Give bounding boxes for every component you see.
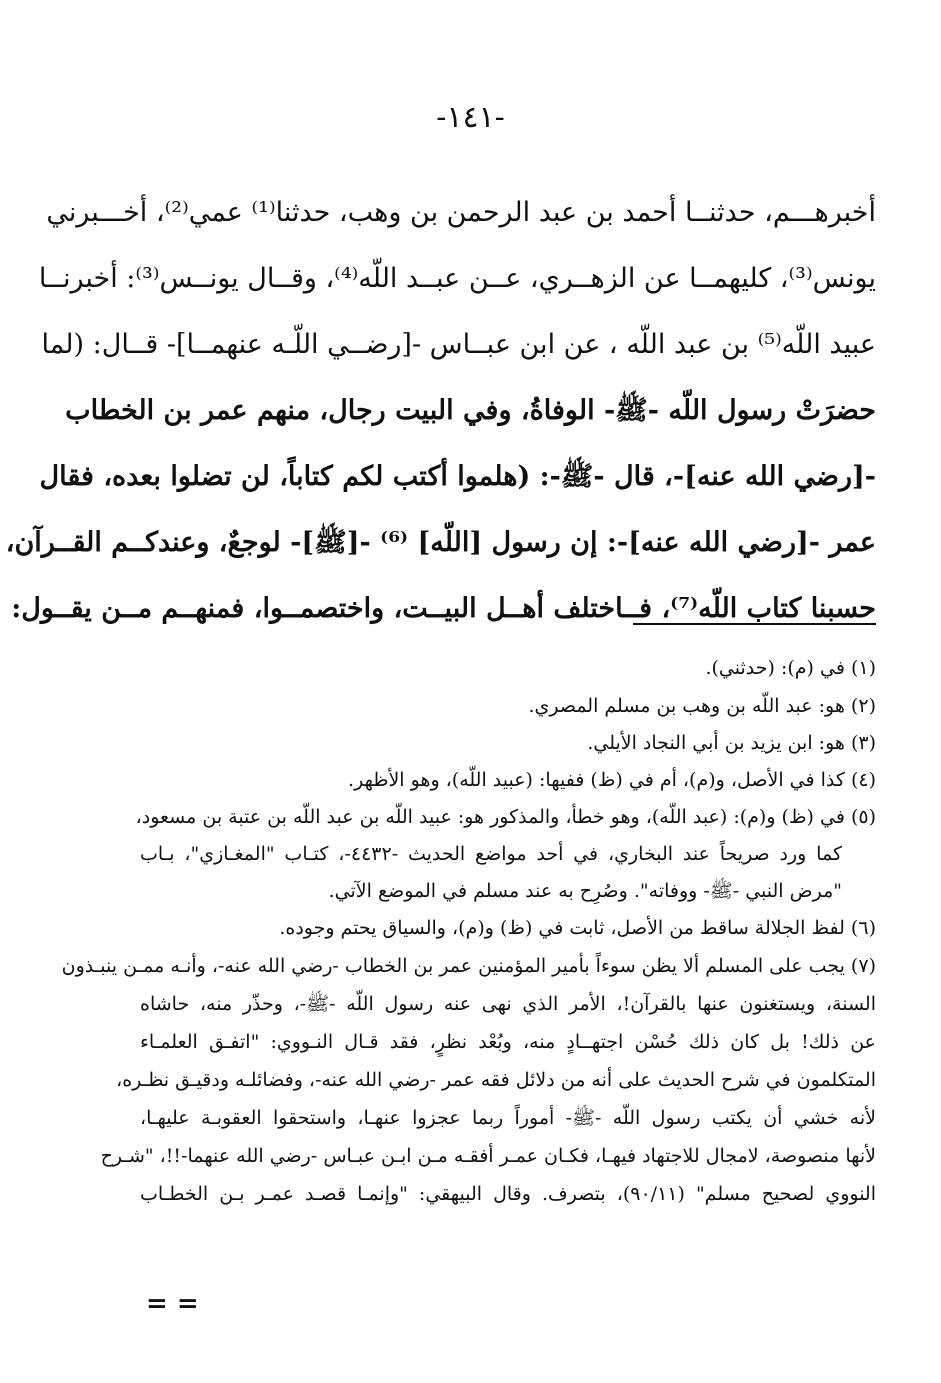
footnote-line: لأنها منصوصة، لامجال للاجتهاد فيهـا، فكـان عمـر أفقـه مـن ابـن عبـاس -رضي الله عنهما-!!، "شـرح: [100, 1145, 876, 1167]
footnote-line: (١) في (م): (حدثني).: [705, 657, 876, 679]
footnote-line: السنة، ويستغنون عنها بالقرآن!، الأمر الذي نهى عنه رسول اللّه -ﷺ-، وحذّر منه، حاشاه: [140, 993, 876, 1015]
footnote-line: (٤) كذا في الأصل، و(م)، أم في (ظ) ففيها: (عبيد اللّه)، وهو الأظهر.: [348, 769, 876, 791]
footnote-2: [140, 688, 876, 725]
main-line: حسبنا كتاب اللّه⁽⁷⁾، فــاختلف أهــل البيــت، واختصمــوا، فمنهــم مــن يقــول:: [11, 593, 876, 624]
footnote-line: (٣) هو: ابن يزيد بن أبي النجاد الأيلي.: [587, 732, 876, 754]
footnote-line: "مرض النبي -ﷺ- ووفاته". وصُرِح به عند مسلم في الموضع الآتي.: [328, 880, 842, 902]
footnotes: [61, 648, 876, 1213]
footnote-separator: [633, 623, 876, 625]
footnote-6: [140, 910, 876, 947]
footnote-line: (٢) هو: عبد اللّه بن وهب بن مسلم المصري.: [528, 695, 876, 717]
footnote-1: [140, 648, 876, 688]
footnote-5: [135, 799, 876, 910]
footnote-3: [140, 725, 876, 762]
footnote-line: (٧) يجب على المسلم ألا يظن سوءاً بأمير المؤمنين عمر بن الخطاب -رضي الله عنه-، وأنـه ممـن ينبـذون: [61, 955, 876, 977]
main-line: عمر -[رضي الله عنه]-: إن رسول [اللّه] ⁽⁶⁾ -[ﷺ]- لوجعٌ، وعندكــم القــرآن،: [5, 527, 876, 558]
main-text: [5, 180, 876, 642]
footnote-line: (٦) لفظ الجلالة ساقط من الأصل، ثابت في (ظ) و(م)، والسياق يحتم وجوده.: [279, 917, 876, 939]
main-line: يونس⁽³⁾، كليهمــا عن الزهــري، عــن عبــد اللّه⁽⁴⁾، وقــال يونــس⁽³⁾: أخبرنــا: [38, 263, 876, 294]
continuation-mark: = =: [146, 1289, 199, 1319]
main-line: -[رضي الله عنه]-، قال -ﷺ-: (هلموا أكتب لكم كتاباً، لن تضلوا بعده، فقال: [39, 461, 876, 492]
footnote-line: عن ذلك! بل كان ذلك حُسْن اجتهــادٍ منه، وبُعْد نظرٍ، فقد قـال النـووي: "اتفـق العلمـاء: [140, 1031, 876, 1053]
main-line: عبيد اللّه⁽⁵⁾ بن عبد اللّه ، عن ابن عبــاس -[رضــي اللّـه عنهمــا]- قــال: (لما: [41, 329, 876, 360]
footnote-7: [61, 947, 876, 1213]
footnote-line: النووي لصحيح مسلم" (٩٠/١١)، بتصرف. وقال البيهقي: "وإنمـا قصـد عمـر بـن الخطـاب: [140, 1183, 876, 1205]
footnote-line: كما ورد صريحاً عند البخاري، في أحد مواضع الحديث -٤٤٣٢-، كتـاب "المغـازي"، بـاب: [140, 843, 842, 865]
page-number: -١٤١-: [436, 100, 505, 135]
main-line: أخبرهـــم، حدثنــا أحمد بن عبد الرحمن بن وهب، حدثنا⁽¹⁾ عمي⁽²⁾، أخـــبرني: [46, 197, 876, 228]
footnote-line: (٥) في (ظ) و(م): (عبد اللّه)، وهو خطأ، والمذكور هو: عبيد اللّه بن عبد اللّه بن عتبة بن مسعود،: [135, 806, 876, 828]
main-line: حضرَتْ رسول اللّه -ﷺ- الوفاةُ، وفي البيت رجال، منهم عمر بن الخطاب: [65, 395, 876, 426]
footnote-line: المتكلمون في شرح الحديث على أنه من دلائل فقه عمر -رضي الله عنه-، وفضائلـه ودقيـق نظـره،: [116, 1069, 876, 1091]
footnote-4: [140, 762, 876, 799]
footnote-line: لأنه خشي أن يكتب رسول اللّه -ﷺ- أموراً ربما عجزوا عنهـا، واستحقوا العقوبـة عليهـا،: [140, 1107, 876, 1129]
